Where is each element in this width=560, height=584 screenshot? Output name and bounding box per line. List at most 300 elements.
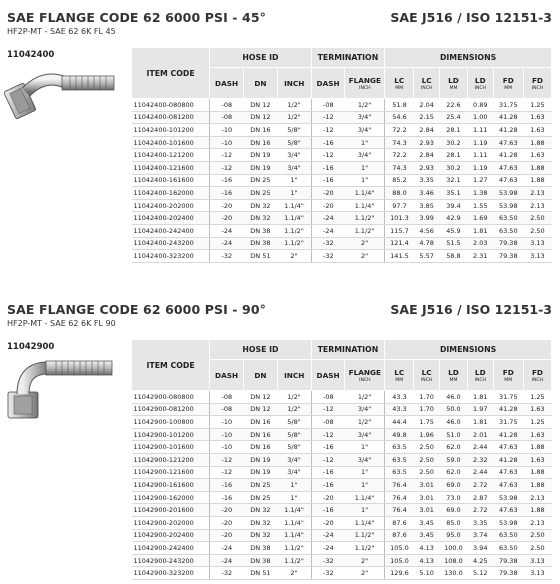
cell-flange: 3/4" bbox=[345, 111, 385, 124]
header-lc-inch bbox=[414, 68, 440, 99]
cell-dn: DN 12 bbox=[243, 403, 277, 416]
cell-inch: 5/8" bbox=[277, 428, 311, 441]
header-lc-inch bbox=[414, 360, 440, 391]
cell-dn: DN 51 bbox=[243, 567, 277, 580]
cell-inch: 3/4" bbox=[277, 149, 311, 162]
cell-flange: 3/4" bbox=[345, 453, 385, 466]
cell-dash: -24 bbox=[210, 224, 244, 237]
header-hose-id: HOSE ID bbox=[210, 340, 312, 360]
cell-item-code: 11042900-081200 bbox=[132, 403, 210, 416]
cell-item-code: 11042900-121600 bbox=[132, 466, 210, 479]
header-fd2-label: FD bbox=[531, 75, 543, 85]
cell-fd-mm: 47.63 bbox=[493, 466, 523, 479]
cell-item-code: 11042900-202000 bbox=[132, 516, 210, 529]
cell-item-code: 11042400-162000 bbox=[132, 187, 210, 200]
cell-fd-inch: 1.88 bbox=[523, 174, 551, 187]
section-title: SAE FLANGE CODE 62 6000 PSI - 45° bbox=[7, 10, 266, 25]
cell-lc-mm: 63.5 bbox=[385, 453, 414, 466]
cell-dash: -08 bbox=[210, 99, 244, 112]
header-ld2-unit: INCH bbox=[474, 85, 486, 91]
cell-fd-inch: 2.50 bbox=[523, 542, 551, 555]
cell-dn: DN 32 bbox=[243, 199, 277, 212]
table-row bbox=[132, 466, 552, 479]
cell-item-code: 11042400-202000 bbox=[132, 199, 210, 212]
table-row bbox=[132, 567, 552, 580]
header-fd2-unit: INCH bbox=[531, 85, 544, 91]
cell-ld-inch: 1.81 bbox=[467, 224, 493, 237]
cell-lc-mm: 44.4 bbox=[385, 416, 414, 429]
part-number: 11042400 bbox=[7, 50, 55, 60]
cell-fd-inch: 2.13 bbox=[523, 516, 551, 529]
table-row bbox=[132, 224, 552, 237]
header-ld2-unit: INCH bbox=[474, 377, 486, 383]
cell-lc-inch: 4.78 bbox=[414, 237, 440, 250]
cell-dn: DN 38 bbox=[243, 237, 277, 250]
cell-fd-mm: 31.75 bbox=[493, 391, 523, 404]
table-row bbox=[132, 391, 552, 404]
cell-dash: -08 bbox=[210, 111, 244, 124]
cell-fd-mm: 41.28 bbox=[493, 453, 523, 466]
header-ld-mm bbox=[439, 68, 467, 99]
cell-term-dash: -16 bbox=[311, 466, 345, 479]
cell-fd-inch: 3.13 bbox=[523, 250, 551, 263]
cell-inch: 1.1/4" bbox=[277, 212, 311, 225]
cell-dn: DN 16 bbox=[243, 441, 277, 454]
cell-fd-mm: 63.50 bbox=[493, 224, 523, 237]
cell-fd-mm: 53.98 bbox=[493, 199, 523, 212]
cell-ld-inch: 3.74 bbox=[467, 529, 493, 542]
cell-term-dash: -24 bbox=[311, 529, 345, 542]
header-item-code: ITEM CODE bbox=[132, 340, 210, 391]
header-lc-unit: MM bbox=[395, 85, 404, 91]
cell-flange: 1.1/4" bbox=[345, 199, 385, 212]
cell-fd-mm: 41.28 bbox=[493, 111, 523, 124]
cell-dn: DN 32 bbox=[243, 212, 277, 225]
cell-inch: 1/2" bbox=[277, 391, 311, 404]
cell-flange: 3/4" bbox=[345, 403, 385, 416]
cell-inch: 1" bbox=[277, 491, 311, 504]
cell-fd-mm: 47.63 bbox=[493, 136, 523, 149]
cell-item-code: 11042900-161600 bbox=[132, 479, 210, 492]
cell-fd-mm: 41.28 bbox=[493, 124, 523, 137]
cell-fd-inch: 1.63 bbox=[523, 124, 551, 137]
cell-lc-inch: 2.84 bbox=[414, 124, 440, 137]
cell-dn: DN 38 bbox=[243, 554, 277, 567]
cell-dash: -12 bbox=[210, 161, 244, 174]
cell-dash: -08 bbox=[210, 403, 244, 416]
cell-ld-mm: 28.1 bbox=[439, 149, 467, 162]
cell-term-dash: -20 bbox=[311, 516, 345, 529]
cell-item-code: 11042900-323200 bbox=[132, 567, 210, 580]
cell-dn: DN 19 bbox=[243, 466, 277, 479]
cell-ld-inch: 2.72 bbox=[467, 504, 493, 517]
cell-lc-inch: 4.56 bbox=[414, 224, 440, 237]
cell-dash: -16 bbox=[210, 479, 244, 492]
cell-lc-mm: 141.5 bbox=[385, 250, 414, 263]
section-subtitle: HF2P-MT - SAE 62 6K FL 90 bbox=[7, 319, 116, 328]
cell-lc-inch: 2.50 bbox=[414, 441, 440, 454]
cell-fd-inch: 1.88 bbox=[523, 466, 551, 479]
cell-flange: 1.1/2" bbox=[345, 212, 385, 225]
cell-lc-mm: 72.2 bbox=[385, 124, 414, 137]
cell-term-dash: -12 bbox=[311, 403, 345, 416]
cell-flange: 2" bbox=[345, 567, 385, 580]
header-lc2-label: LC bbox=[421, 367, 432, 377]
cell-lc-inch: 3.45 bbox=[414, 529, 440, 542]
table-row bbox=[132, 199, 552, 212]
cell-fd-inch: 1.88 bbox=[523, 504, 551, 517]
cell-lc-inch: 3.99 bbox=[414, 212, 440, 225]
cell-inch: 1.1/2" bbox=[277, 237, 311, 250]
header-inch: INCH bbox=[277, 360, 311, 391]
cell-fd-inch: 3.13 bbox=[523, 554, 551, 567]
cell-fd-inch: 1.25 bbox=[523, 99, 551, 112]
cell-ld-inch: 1.11 bbox=[467, 124, 493, 137]
cell-flange: 1/2" bbox=[345, 416, 385, 429]
cell-fd-mm: 41.28 bbox=[493, 428, 523, 441]
cell-fd-mm: 53.98 bbox=[493, 491, 523, 504]
cell-fd-mm: 47.63 bbox=[493, 174, 523, 187]
cell-flange: 1" bbox=[345, 161, 385, 174]
cell-lc-mm: 105.0 bbox=[385, 554, 414, 567]
cell-dash: -10 bbox=[210, 428, 244, 441]
cell-lc-mm: 97.7 bbox=[385, 199, 414, 212]
cell-inch: 3/4" bbox=[277, 466, 311, 479]
cell-lc-inch: 1.70 bbox=[414, 403, 440, 416]
cell-lc-mm: 76.4 bbox=[385, 504, 414, 517]
cell-ld-inch: 1.81 bbox=[467, 391, 493, 404]
cell-lc-mm: 63.5 bbox=[385, 441, 414, 454]
section-title: SAE FLANGE CODE 62 6000 PSI - 90° bbox=[7, 302, 266, 317]
spec-table-45 bbox=[131, 47, 552, 263]
cell-dn: DN 51 bbox=[243, 250, 277, 263]
cell-inch: 5/8" bbox=[277, 136, 311, 149]
cell-ld-mm: 51.5 bbox=[439, 237, 467, 250]
cell-lc-inch: 3.01 bbox=[414, 504, 440, 517]
cell-lc-mm: 129.6 bbox=[385, 567, 414, 580]
header-lc-label: LC bbox=[394, 367, 405, 377]
cell-ld-inch: 3.35 bbox=[467, 516, 493, 529]
cell-dn: DN 16 bbox=[243, 416, 277, 429]
cell-ld-mm: 35.1 bbox=[439, 187, 467, 200]
cell-lc-inch: 1.96 bbox=[414, 428, 440, 441]
header-lc-mm bbox=[385, 68, 414, 99]
cell-inch: 1" bbox=[277, 174, 311, 187]
cell-flange: 1" bbox=[345, 504, 385, 517]
cell-lc-inch: 3.46 bbox=[414, 187, 440, 200]
cell-item-code: 11042400-101600 bbox=[132, 136, 210, 149]
cell-lc-mm: 51.8 bbox=[385, 99, 414, 112]
cell-item-code: 11042900-243200 bbox=[132, 554, 210, 567]
cell-term-dash: -32 bbox=[311, 237, 345, 250]
section-subtitle: HF2P-MT - SAE 62 6K FL 45 bbox=[7, 27, 116, 36]
cell-term-dash: -32 bbox=[311, 250, 345, 263]
header-flange-unit: INCH bbox=[359, 85, 371, 91]
cell-dash: -10 bbox=[210, 441, 244, 454]
cell-fd-mm: 47.63 bbox=[493, 479, 523, 492]
header-dimensions: DIMENSIONS bbox=[385, 340, 552, 360]
cell-lc-inch: 4.13 bbox=[414, 554, 440, 567]
cell-flange: 2" bbox=[345, 554, 385, 567]
cell-ld-mm: 42.9 bbox=[439, 212, 467, 225]
cell-flange: 1/2" bbox=[345, 391, 385, 404]
cell-dash: -12 bbox=[210, 149, 244, 162]
cell-fd-inch: 1.25 bbox=[523, 416, 551, 429]
cell-item-code: 11042400-121200 bbox=[132, 149, 210, 162]
cell-dn: DN 12 bbox=[243, 111, 277, 124]
cell-ld-inch: 2.72 bbox=[467, 479, 493, 492]
cell-dash: -20 bbox=[210, 516, 244, 529]
cell-term-dash: -16 bbox=[311, 161, 345, 174]
cell-lc-mm: 43.3 bbox=[385, 391, 414, 404]
cell-inch: 3/4" bbox=[277, 453, 311, 466]
cell-flange: 3/4" bbox=[345, 149, 385, 162]
cell-inch: 1.1/4" bbox=[277, 199, 311, 212]
cell-inch: 1/2" bbox=[277, 99, 311, 112]
cell-inch: 1.1/2" bbox=[277, 224, 311, 237]
cell-term-dash: -16 bbox=[311, 174, 345, 187]
cell-ld-mm: 58.8 bbox=[439, 250, 467, 263]
cell-flange: 2" bbox=[345, 237, 385, 250]
header-lc-label: LC bbox=[394, 75, 405, 85]
cell-lc-mm: 54.6 bbox=[385, 111, 414, 124]
standard-label: SAE J516 / ISO 12151-3 bbox=[390, 10, 552, 25]
cell-lc-inch: 2.50 bbox=[414, 453, 440, 466]
cell-lc-mm: 87.6 bbox=[385, 529, 414, 542]
cell-ld-inch: 4.25 bbox=[467, 554, 493, 567]
cell-fd-mm: 63.50 bbox=[493, 212, 523, 225]
cell-flange: 1.1/2" bbox=[345, 224, 385, 237]
cell-ld-mm: 69.0 bbox=[439, 479, 467, 492]
cell-dash: -16 bbox=[210, 174, 244, 187]
cell-ld-mm: 22.6 bbox=[439, 99, 467, 112]
cell-fd-inch: 1.63 bbox=[523, 111, 551, 124]
cell-term-dash: -12 bbox=[311, 149, 345, 162]
cell-dash: -10 bbox=[210, 124, 244, 137]
cell-dash: -10 bbox=[210, 136, 244, 149]
cell-ld-inch: 5.12 bbox=[467, 567, 493, 580]
cell-ld-mm: 28.1 bbox=[439, 124, 467, 137]
cell-flange: 3/4" bbox=[345, 428, 385, 441]
part-number: 11042900 bbox=[7, 342, 55, 352]
cell-term-dash: -08 bbox=[311, 391, 345, 404]
cell-fd-inch: 1.88 bbox=[523, 479, 551, 492]
cell-lc-mm: 121.4 bbox=[385, 237, 414, 250]
cell-dn: DN 25 bbox=[243, 479, 277, 492]
cell-flange: 1.1/4" bbox=[345, 491, 385, 504]
header-ld-unit: MM bbox=[449, 377, 458, 383]
cell-item-code: 11042400-080800 bbox=[132, 99, 210, 112]
header-term-dash: DASH bbox=[311, 360, 345, 391]
cell-fd-mm: 31.75 bbox=[493, 99, 523, 112]
cell-dash: -32 bbox=[210, 567, 244, 580]
cell-item-code: 11042400-242400 bbox=[132, 224, 210, 237]
cell-dn: DN 25 bbox=[243, 491, 277, 504]
cell-fd-inch: 1.63 bbox=[523, 453, 551, 466]
cell-ld-mm: 59.0 bbox=[439, 453, 467, 466]
header-item-code: ITEM CODE bbox=[132, 48, 210, 99]
cell-item-code: 11042900-080800 bbox=[132, 391, 210, 404]
cell-term-dash: -08 bbox=[311, 416, 345, 429]
header-termination: TERMINATION bbox=[311, 48, 385, 68]
cell-lc-inch: 2.50 bbox=[414, 466, 440, 479]
cell-lc-mm: 115.7 bbox=[385, 224, 414, 237]
header-fd-mm bbox=[493, 360, 523, 391]
cell-flange: 1.1/2" bbox=[345, 529, 385, 542]
table-row bbox=[132, 504, 552, 517]
cell-term-dash: -08 bbox=[311, 99, 345, 112]
cell-fd-inch: 2.13 bbox=[523, 491, 551, 504]
cell-lc-mm: 101.3 bbox=[385, 212, 414, 225]
cell-fd-mm: 31.75 bbox=[493, 416, 523, 429]
table-body-45 bbox=[132, 99, 552, 263]
cell-dash: -08 bbox=[210, 391, 244, 404]
cell-ld-mm: 108.0 bbox=[439, 554, 467, 567]
cell-ld-inch: 1.27 bbox=[467, 174, 493, 187]
cell-item-code: 11042400-243200 bbox=[132, 237, 210, 250]
cell-lc-mm: 49.8 bbox=[385, 428, 414, 441]
cell-inch: 1/2" bbox=[277, 111, 311, 124]
cell-term-dash: -12 bbox=[311, 453, 345, 466]
cell-dn: DN 16 bbox=[243, 124, 277, 137]
header-lc2-unit: INCH bbox=[420, 377, 433, 383]
cell-lc-inch: 5.10 bbox=[414, 567, 440, 580]
cell-inch: 1.1/4" bbox=[277, 529, 311, 542]
cell-flange: 1" bbox=[345, 441, 385, 454]
cell-ld-mm: 100.0 bbox=[439, 542, 467, 555]
cell-ld-mm: 45.9 bbox=[439, 224, 467, 237]
cell-ld-inch: 0.89 bbox=[467, 99, 493, 112]
cell-ld-mm: 32.1 bbox=[439, 174, 467, 187]
cell-inch: 1" bbox=[277, 479, 311, 492]
cell-inch: 5/8" bbox=[277, 416, 311, 429]
cell-term-dash: -24 bbox=[311, 212, 345, 225]
cell-flange: 1" bbox=[345, 479, 385, 492]
cell-lc-inch: 1.70 bbox=[414, 391, 440, 404]
cell-lc-inch: 3.01 bbox=[414, 491, 440, 504]
cell-term-dash: -20 bbox=[311, 199, 345, 212]
cell-term-dash: -24 bbox=[311, 224, 345, 237]
cell-fd-inch: 1.63 bbox=[523, 149, 551, 162]
cell-fd-inch: 2.13 bbox=[523, 199, 551, 212]
header-flange-label: FLANGE bbox=[348, 75, 381, 85]
header-dn: DN bbox=[243, 68, 277, 99]
cell-fd-inch: 2.50 bbox=[523, 224, 551, 237]
cell-ld-mm: 62.0 bbox=[439, 466, 467, 479]
cell-inch: 2" bbox=[277, 250, 311, 263]
fitting-90-image bbox=[4, 354, 122, 424]
cell-item-code: 11042900-121200 bbox=[132, 453, 210, 466]
table-row bbox=[132, 479, 552, 492]
cell-dash: -20 bbox=[210, 199, 244, 212]
cell-inch: 1.1/4" bbox=[277, 516, 311, 529]
cell-lc-mm: 74.3 bbox=[385, 136, 414, 149]
cell-lc-mm: 76.4 bbox=[385, 491, 414, 504]
table-row bbox=[132, 187, 552, 200]
cell-dash: -12 bbox=[210, 466, 244, 479]
cell-ld-mm: 62.0 bbox=[439, 441, 467, 454]
cell-item-code: 11042400-081200 bbox=[132, 111, 210, 124]
cell-dash: -24 bbox=[210, 542, 244, 555]
table-row bbox=[132, 542, 552, 555]
cell-lc-mm: 105.0 bbox=[385, 542, 414, 555]
cell-dn: DN 16 bbox=[243, 428, 277, 441]
header-fd-mm bbox=[493, 68, 523, 99]
cell-dash: -12 bbox=[210, 453, 244, 466]
cell-item-code: 11042400-161600 bbox=[132, 174, 210, 187]
header-dn: DN bbox=[243, 360, 277, 391]
cell-ld-inch: 1.11 bbox=[467, 149, 493, 162]
header-fd-unit: MM bbox=[504, 85, 513, 91]
cell-dash: -20 bbox=[210, 504, 244, 517]
cell-flange: 2" bbox=[345, 250, 385, 263]
cell-fd-mm: 53.98 bbox=[493, 516, 523, 529]
cell-ld-inch: 1.69 bbox=[467, 212, 493, 225]
cell-flange: 3/4" bbox=[345, 124, 385, 137]
header-ld-inch bbox=[467, 360, 493, 391]
cell-term-dash: -32 bbox=[311, 567, 345, 580]
table-row bbox=[132, 111, 552, 124]
cell-inch: 1/2" bbox=[277, 403, 311, 416]
cell-ld-inch: 1.19 bbox=[467, 161, 493, 174]
cell-dn: DN 25 bbox=[243, 187, 277, 200]
header-fd-label: FD bbox=[502, 367, 514, 377]
cell-ld-mm: 85.0 bbox=[439, 516, 467, 529]
cell-ld-mm: 50.0 bbox=[439, 403, 467, 416]
table-row bbox=[132, 237, 552, 250]
table-row bbox=[132, 124, 552, 137]
cell-fd-mm: 79.38 bbox=[493, 237, 523, 250]
cell-term-dash: -32 bbox=[311, 554, 345, 567]
cell-dn: DN 32 bbox=[243, 516, 277, 529]
table-row bbox=[132, 554, 552, 567]
cell-ld-mm: 30.2 bbox=[439, 136, 467, 149]
header-fd2-unit: INCH bbox=[531, 377, 544, 383]
cell-ld-mm: 25.4 bbox=[439, 111, 467, 124]
cell-fd-inch: 3.13 bbox=[523, 567, 551, 580]
cell-term-dash: -20 bbox=[311, 491, 345, 504]
header-flange bbox=[345, 360, 385, 391]
cell-ld-mm: 46.0 bbox=[439, 416, 467, 429]
header-flange bbox=[345, 68, 385, 99]
cell-inch: 3/4" bbox=[277, 161, 311, 174]
cell-lc-mm: 74.3 bbox=[385, 161, 414, 174]
cell-ld-mm: 73.0 bbox=[439, 491, 467, 504]
cell-dn: DN 12 bbox=[243, 99, 277, 112]
header-dash: DASH bbox=[210, 360, 244, 391]
cell-ld-mm: 95.0 bbox=[439, 529, 467, 542]
table-row bbox=[132, 453, 552, 466]
cell-dash: -20 bbox=[210, 529, 244, 542]
standard-label: SAE J516 / ISO 12151-3 bbox=[390, 302, 552, 317]
cell-lc-inch: 5.57 bbox=[414, 250, 440, 263]
cell-fd-inch: 1.63 bbox=[523, 403, 551, 416]
header-lc2-unit: INCH bbox=[420, 85, 433, 91]
header-ld-label: LD bbox=[448, 75, 459, 85]
cell-ld-mm: 46.0 bbox=[439, 391, 467, 404]
header-ld2-label: LD bbox=[474, 75, 486, 85]
cell-dn: DN 19 bbox=[243, 453, 277, 466]
header-ld-mm bbox=[439, 360, 467, 391]
cell-lc-inch: 1.75 bbox=[414, 416, 440, 429]
cell-dash: -24 bbox=[210, 237, 244, 250]
cell-item-code: 11042900-100800 bbox=[132, 416, 210, 429]
cell-fd-mm: 53.98 bbox=[493, 187, 523, 200]
cell-fd-mm: 63.50 bbox=[493, 529, 523, 542]
cell-lc-inch: 3.85 bbox=[414, 199, 440, 212]
cell-fd-mm: 47.63 bbox=[493, 504, 523, 517]
cell-ld-inch: 2.87 bbox=[467, 491, 493, 504]
